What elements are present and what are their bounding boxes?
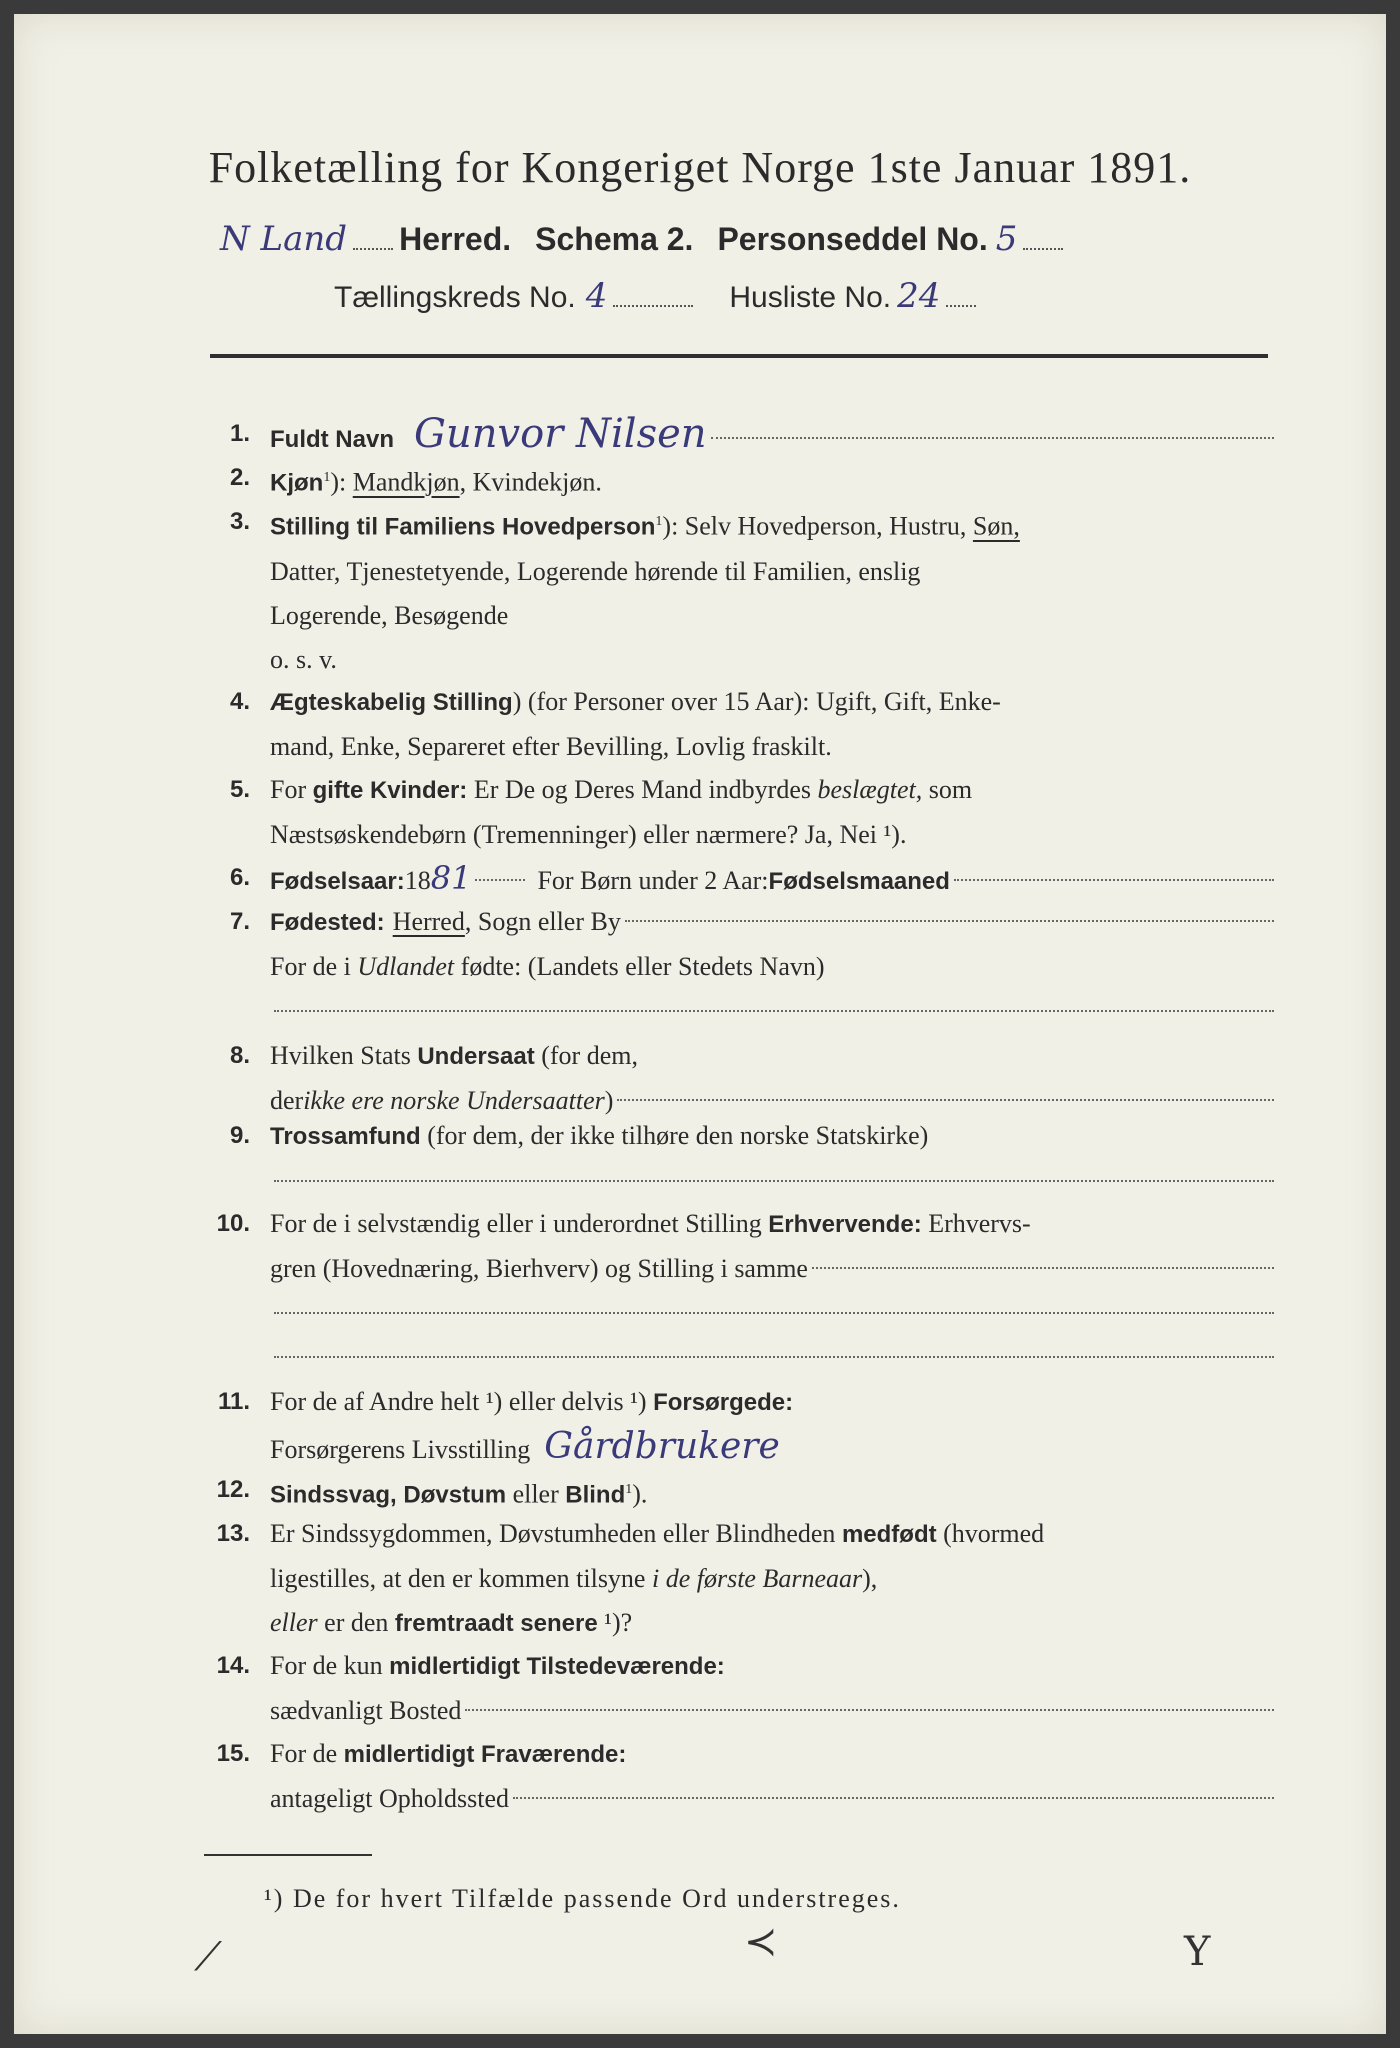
pencil-mark: Y <box>1184 1929 1211 1975</box>
blank-answer-line <box>274 1180 1274 1182</box>
temporary-absent-label: midlertidigt Fraværende: <box>343 1741 627 1768</box>
text: For de af Andre helt ¹) eller delvis ¹) <box>270 1387 654 1416</box>
text: For de kun <box>270 1651 390 1680</box>
text: (for dem, <box>534 1041 638 1070</box>
marital-status-label: Ægteskabelig Stilling <box>270 689 513 716</box>
pencil-mark: ≺ <box>744 1919 778 1965</box>
text: ) <box>604 1086 614 1115</box>
text: mand, Enke, Separeret efter Bevilling, Lovlig fraskilt. <box>270 732 832 761</box>
birth-year-prefix: 18 <box>404 866 431 895</box>
text: (hvormed <box>936 1519 1045 1548</box>
congenital-label: medfødt <box>841 1521 937 1548</box>
dotted-leader <box>617 1099 1274 1101</box>
gender-option-male: Mandkjøn <box>352 467 460 497</box>
question-number: 14. <box>216 1652 250 1679</box>
question-6 <box>194 856 1274 904</box>
text: Er De og Deres Mand indbyrdes <box>467 775 818 804</box>
birthplace-label: Fødested: <box>270 909 385 936</box>
family-position-label: Stilling til Familiens Hovedperson <box>270 513 656 541</box>
gender-option-female: Kvindekjøn. <box>472 467 602 497</box>
text: Datter, Tjenestetyende, Logerende hørende til Familien, enslig <box>270 556 921 586</box>
question-12 <box>194 1468 1274 1518</box>
question-4 <box>194 680 1274 769</box>
position-option-son: Søn, <box>972 511 1020 541</box>
footnote: ¹) De for hvert Tilfælde passende Ord understreges. <box>264 1884 901 1913</box>
question-number: 4. <box>229 688 250 715</box>
birth-year-label: Fødselsaar: <box>270 868 405 895</box>
dotted-leader <box>954 879 1274 881</box>
text: o. s. v. <box>270 644 337 674</box>
question-number: 3. <box>229 508 250 535</box>
text: Forsørgerens Livsstilling <box>270 1435 531 1464</box>
question-number: 15. <box>216 1740 250 1767</box>
dotted-leader <box>465 1709 1274 1711</box>
text: sædvanligt Bosted <box>270 1696 462 1725</box>
question-number: 1. <box>229 420 250 447</box>
dotted-leader <box>946 305 976 307</box>
text: (for dem, der ikke tilhøre den norske Statskirke) <box>420 1121 929 1150</box>
text: ikke ere norske Undersaatter <box>303 1086 605 1115</box>
text: eller <box>506 1479 566 1509</box>
question-7 <box>194 900 1274 1033</box>
occupation-label: Erhvervende: <box>768 1211 922 1238</box>
text: For de i <box>270 952 358 981</box>
blank-answer-line <box>274 1356 1274 1358</box>
text: , Sogn eller By <box>464 907 621 936</box>
header-divider <box>210 354 1268 358</box>
text: For de i selvstændig eller i underordnet Stilling <box>270 1209 769 1238</box>
question-number: 8. <box>229 1042 250 1069</box>
question-1 <box>194 412 1274 462</box>
text: , <box>459 467 473 497</box>
birthplace-option-herred: Herred <box>392 907 465 936</box>
question-14 <box>194 1644 1274 1733</box>
pencil-mark: ⟋ <box>194 1934 222 1980</box>
text: Logerende, Besøgende <box>270 600 509 630</box>
question-2 <box>194 456 1274 506</box>
question-number: 13. <box>216 1520 250 1547</box>
question-number: 5. <box>229 776 250 803</box>
question-8 <box>194 1034 1274 1123</box>
footnote-ref: 1 <box>625 1482 633 1497</box>
header-row-kreds <box>334 276 1386 316</box>
text: For Børn under 2 Aar: <box>537 866 769 895</box>
footnote-divider <box>204 1854 372 1856</box>
text: beslægtet, <box>817 775 923 804</box>
disability-label: Sindssvag, Døvstum <box>270 1481 507 1509</box>
question-number: 6. <box>229 864 250 891</box>
text: som <box>922 775 973 804</box>
dotted-leader <box>812 1267 1274 1269</box>
text: gren (Hovednæring, Bierhverv) og Stilling i samme <box>270 1254 808 1283</box>
birth-year-value: 81 <box>430 859 472 897</box>
text: Hvilken Stats <box>270 1041 418 1070</box>
dotted-leader <box>353 248 393 250</box>
husliste-value: 24 <box>897 276 941 316</box>
taellingskreds-label: Tællingskreds No. <box>334 281 576 314</box>
husliste-label: Husliste No. <box>729 281 892 314</box>
married-women-label: gifte Kvinder: <box>312 777 468 804</box>
personseddel-value: 5 <box>995 219 1018 259</box>
text: antageligt Opholdssted <box>270 1784 510 1813</box>
dotted-leader <box>711 437 1274 439</box>
question-number: 9. <box>229 1122 250 1149</box>
footnote-ref: 1 <box>323 470 331 485</box>
form-title: Folketælling for Kongeriget Norge 1ste Januar 1891. <box>208 143 1192 192</box>
text: ): <box>330 467 353 497</box>
question-3 <box>194 500 1274 682</box>
footnote-ref: 1 <box>655 514 663 529</box>
taellingskreds-value: 4 <box>585 276 608 316</box>
dotted-leader <box>625 920 1274 922</box>
birth-month-label: Fødselsmaaned <box>768 868 950 895</box>
question-number: 12. <box>216 1476 250 1503</box>
question-number: 7. <box>229 908 250 935</box>
text: Næstsøskendebørn (Tremenninger) eller nærmere? Ja, Nei ¹). <box>270 820 907 849</box>
dotted-leader <box>513 1797 1274 1799</box>
text: fødte: (Landets eller Stedets Navn) <box>454 952 825 981</box>
text: ) (for Personer over 15 Aar): Ugift, Gift, Enke- <box>512 687 1001 716</box>
question-15 <box>194 1732 1274 1821</box>
gender-label: Kjøn <box>270 469 324 497</box>
text: eller <box>270 1608 318 1637</box>
question-11 <box>194 1380 1274 1472</box>
herred-value: N Land <box>220 219 348 259</box>
full-name-value: Gunvor Nilsen <box>414 411 707 457</box>
blind-label: Blind <box>565 1481 626 1509</box>
citizenship-label: Undersaat <box>417 1043 535 1070</box>
header-row-herred <box>210 219 1270 259</box>
herred-label: Herred. <box>399 221 512 257</box>
temporary-present-label: midlertidigt Tilstedeværende: <box>389 1653 725 1680</box>
full-name-label: Fuldt Navn <box>270 426 394 453</box>
text: ), <box>862 1564 878 1593</box>
dotted-leader <box>613 305 693 307</box>
question-number: 2. <box>229 464 250 491</box>
text: For de <box>270 1739 344 1768</box>
census-form-page <box>14 14 1386 2034</box>
text: ). <box>632 1479 648 1509</box>
blank-answer-line <box>274 1010 1274 1012</box>
text: der <box>270 1086 304 1115</box>
blank-answer-line <box>274 1312 1274 1314</box>
religion-label: Trossamfund <box>270 1123 421 1150</box>
supporter-occupation-value: Gårdbrukere <box>544 1426 780 1467</box>
text: ): Selv Hovedperson, Hustru, <box>662 511 967 541</box>
text: Er Sindssygdommen, Døvstumheden eller Blindheden <box>270 1519 842 1548</box>
question-number: 11. <box>217 1388 250 1415</box>
question-5 <box>194 768 1274 857</box>
text: Erhvervs- <box>921 1209 1031 1238</box>
question-13 <box>194 1512 1274 1646</box>
question-number: 10. <box>216 1210 250 1237</box>
dotted-leader <box>475 879 525 881</box>
text: Udlandet <box>357 952 455 981</box>
schema-label: Schema 2. <box>535 221 694 257</box>
later-onset-label: fremtraadt senere <box>394 1610 598 1637</box>
text: ligestilles, at den er kommen tilsyne <box>270 1564 652 1593</box>
text: For <box>270 775 313 804</box>
supported-label: Forsørgede: <box>653 1389 794 1416</box>
personseddel-label: Personseddel No. <box>717 221 988 257</box>
text: ¹)? <box>597 1608 633 1637</box>
question-9 <box>194 1114 1274 1203</box>
dotted-leader <box>1023 248 1063 250</box>
text: i de første Barneaar <box>651 1564 863 1593</box>
text: er den <box>317 1608 395 1637</box>
question-10 <box>194 1202 1274 1379</box>
